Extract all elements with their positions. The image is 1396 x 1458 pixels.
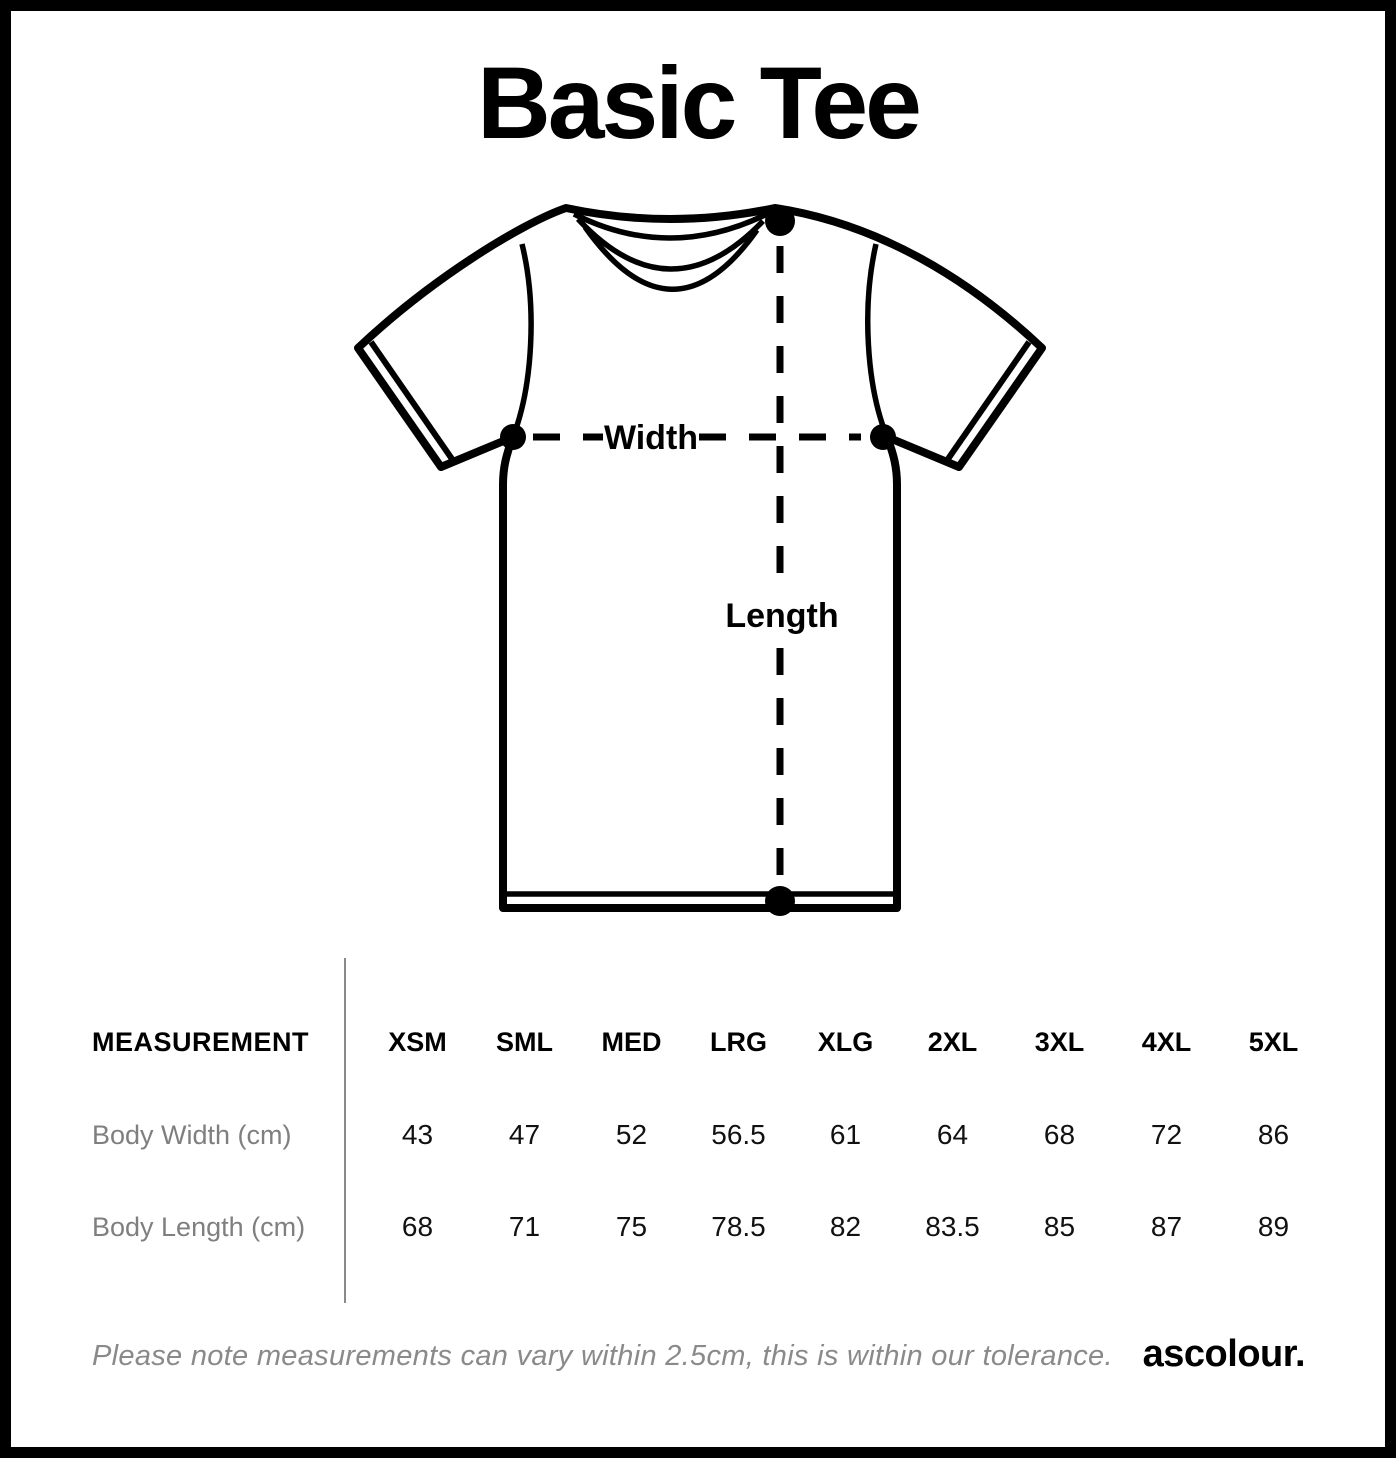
- table-cell: 89: [1257, 1211, 1290, 1242]
- table-cell: 85: [1043, 1211, 1076, 1242]
- table-cell: 47: [508, 1119, 541, 1150]
- hem-bottom-dot: [765, 886, 795, 916]
- table-cell: 56.5: [711, 1119, 766, 1150]
- brand-logo: ascolour.: [1142, 1333, 1305, 1375]
- tolerance-note: Please note measurements can vary within 2.5cm, this is within our tolerance.: [92, 1340, 1113, 1372]
- table-cell: 61: [829, 1119, 862, 1150]
- table-cell: 68: [1043, 1119, 1076, 1150]
- shoulder-neck-dot: [765, 206, 795, 236]
- row-label-body-width: Body Width (cm): [92, 1120, 292, 1150]
- row-label-body-length: Body Length (cm): [92, 1212, 306, 1242]
- size-header-cells: [364, 1025, 1327, 1059]
- length-measurement-label: Length: [725, 597, 839, 635]
- width-measurement-label: Width: [603, 419, 699, 457]
- size-header: 2XL: [927, 1027, 978, 1057]
- table-cell: 83.5: [925, 1211, 980, 1242]
- tshirt-measurement-diagram: [340, 183, 1060, 923]
- size-header: LRG: [710, 1027, 767, 1057]
- measurement-column-header: MEASUREMENT: [92, 1027, 310, 1057]
- table-cell: 68: [401, 1211, 434, 1242]
- table-cell: 75: [615, 1211, 648, 1242]
- size-header: XSM: [388, 1027, 447, 1057]
- left-armpit-dot: [500, 424, 526, 450]
- table-cell: 72: [1150, 1119, 1183, 1150]
- body-length-cells: [364, 1210, 1327, 1244]
- page-title: Basic Tee: [477, 46, 919, 160]
- size-header: 3XL: [1034, 1027, 1085, 1057]
- size-header: 5XL: [1248, 1027, 1299, 1057]
- table-cell: 43: [401, 1119, 434, 1150]
- size-header: SML: [496, 1027, 553, 1057]
- size-header: MED: [601, 1027, 662, 1057]
- size-table-header-row: [0, 1025, 1396, 1059]
- table-cell: 52: [615, 1119, 648, 1150]
- table-cell: 64: [936, 1119, 969, 1150]
- table-cell: 86: [1257, 1119, 1290, 1150]
- body-length-row: [0, 1210, 1396, 1244]
- tshirt-outline: [358, 208, 1042, 908]
- table-cell: 87: [1150, 1211, 1183, 1242]
- body-width-row: [0, 1118, 1396, 1152]
- table-cell: 71: [508, 1211, 541, 1242]
- table-cell: 82: [829, 1211, 862, 1242]
- table-cell: 78.5: [711, 1211, 766, 1242]
- right-armpit-dot: [870, 424, 896, 450]
- body-width-cells: [364, 1118, 1327, 1152]
- size-header: XLG: [817, 1027, 874, 1057]
- size-header: 4XL: [1141, 1027, 1192, 1057]
